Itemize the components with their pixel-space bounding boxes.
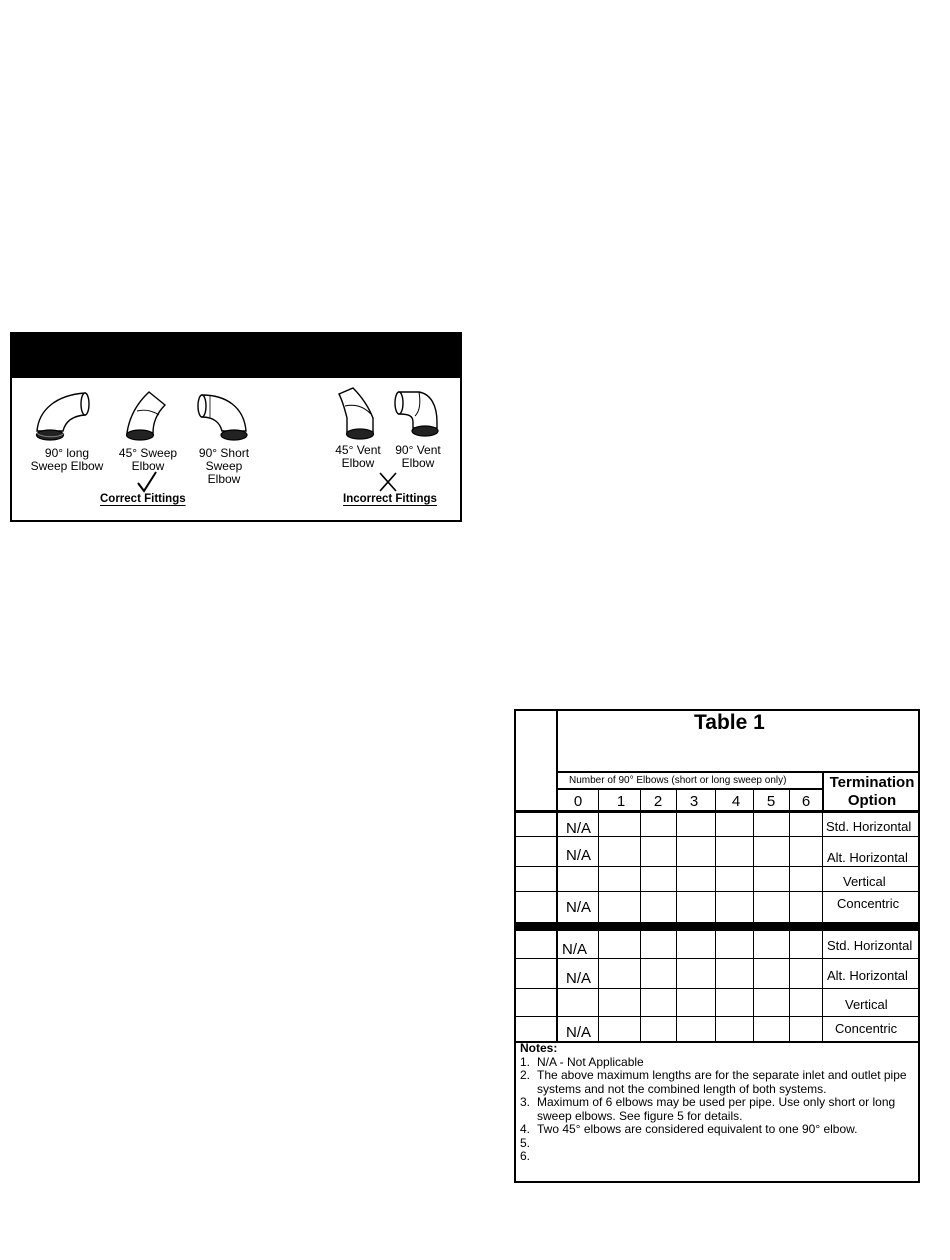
- note-item: 4. Two 45° elbows are considered equivalent to one 90° elbow.: [520, 1122, 858, 1136]
- s2-row1-col0: N/A: [562, 941, 588, 958]
- table-notes: [520, 1042, 916, 1164]
- fitting-90-vent: [388, 386, 448, 470]
- check-mark-icon: [136, 471, 158, 493]
- s1-row1-col0: N/A: [566, 820, 592, 837]
- note-item: 6.: [520, 1149, 531, 1163]
- s2-row2-option: Alt. Horizontal: [827, 968, 908, 983]
- note-item: 2. The above maximum lengths are for the separate inlet and outlet pipe systems and not the combined length of both systems.: [520, 1068, 907, 1096]
- termination-header: Termination Option: [829, 774, 915, 809]
- table-title: Table 1: [694, 711, 765, 734]
- s1-row2-col0: N/A: [566, 847, 592, 864]
- fitting-label: 45° Sweep Elbow: [118, 446, 178, 473]
- col-header-5: 5: [766, 793, 776, 810]
- s1-row3-option: Vertical: [843, 874, 886, 889]
- s1-row2-option: Alt. Horizontal: [827, 850, 908, 865]
- col-header-1: 1: [616, 793, 626, 810]
- notes-title: Notes:: [520, 1041, 558, 1055]
- s2-row3-option: Vertical: [845, 997, 888, 1012]
- 90-vent-elbow-icon: [393, 386, 443, 444]
- s2-row2-col0: N/A: [566, 970, 592, 987]
- 45-sweep-elbow-icon: [123, 389, 173, 447]
- 45-vent-elbow-icon: [333, 384, 383, 444]
- fitting-45-sweep: [114, 389, 182, 473]
- fitting-label: 90° Vent Elbow: [395, 443, 441, 470]
- fitting-label: 45° Vent Elbow: [335, 443, 381, 470]
- fitting-label: 90° Short Sweep Elbow: [198, 446, 250, 486]
- figure-header-bar: [12, 334, 460, 378]
- s1-row4-option: Concentric: [837, 896, 900, 911]
- s2-row4-col0: N/A: [566, 1024, 592, 1041]
- table-1: [514, 709, 920, 1183]
- note-item: 3. Maximum of 6 elbows may be used per pipe. Use only short or long sweep elbows. See figure 5 for details.: [520, 1095, 896, 1123]
- note-item: 1. N/A - Not Applicable: [520, 1054, 644, 1069]
- s1-row1-option: Std. Horizontal: [826, 819, 912, 834]
- incorrect-fittings-label: Incorrect Fittings: [343, 493, 437, 505]
- s1-row4-col0: N/A: [566, 899, 592, 916]
- fitting-long-sweep: [26, 389, 108, 473]
- fitting-short-sweep: [184, 389, 264, 486]
- note-item: 5.: [520, 1135, 531, 1150]
- correct-fittings-label: Correct Fittings: [100, 493, 186, 505]
- col-header-3: 3: [689, 793, 699, 810]
- col-header-0: 0: [573, 793, 583, 810]
- elbows-header: Number of 90° Elbows (short or long sweep only): [569, 775, 787, 786]
- col-header-2: 2: [653, 793, 663, 810]
- s2-row1-option: Std. Horizontal: [827, 938, 913, 953]
- short-sweep-elbow-icon: [196, 389, 252, 447]
- fitting-45-vent: [330, 384, 386, 470]
- fitting-label: 90° long Sweep Elbow: [30, 446, 104, 473]
- col-header-4: 4: [731, 793, 741, 810]
- s2-row4-option: Concentric: [835, 1021, 898, 1036]
- long-sweep-elbow-icon: [35, 389, 99, 447]
- x-mark-icon: [378, 472, 398, 492]
- fittings-figure: [10, 332, 462, 522]
- col-header-6: 6: [801, 793, 811, 810]
